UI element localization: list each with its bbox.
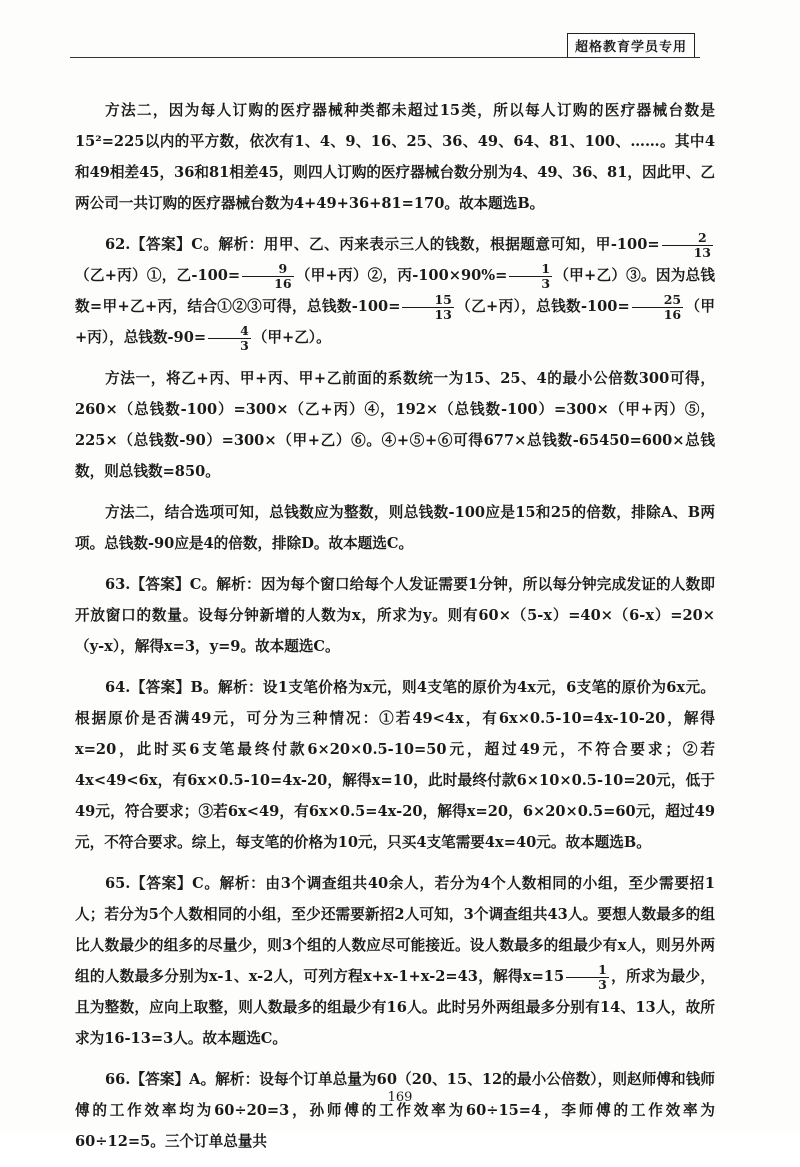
paragraph-q64: 64.【答案】B。解析：设1支笔价格为x元，则4支笔的原价为4x元，6支笔的原价为6x元。根据原价是否满49元，可分为三种情况：①若49<4x，有6x×0.5-10=4x-10-20，解得x=20，此时买6支笔最终付款6×20×0.5-10=50元，超过49元，不符合要求；②若4x<49<6x，有6x×0.5-10=4x-20，解得x=10，此时最终付款6×10×0.5-10=20元，低于49元，符合要求；③若6x<49，有6x×0.5=4x-20，解得x=20，6×20×0.5=60元，超过49元，不符合要求。综上，每支笔的价格为10元，只买4支笔需要4x=40元。故本题选B。 xyxy=(75,679,715,851)
paragraph-method2-q62: 方法二，结合选项可知，总钱数应为整数，则总钱数-100应是15和25的倍数，排除A、B两项。总钱数-90应是4的倍数，排除D。故本题选C。 xyxy=(75,504,715,552)
fraction-denominator: 3 xyxy=(541,275,551,291)
fraction-numerator: 25 xyxy=(632,293,683,307)
q62-text-b: （乙+丙）①，乙-100= xyxy=(75,267,241,284)
q62-text-g: （甲+乙）。 xyxy=(252,329,331,346)
q65-text-b: ，所求为最少，且为整数，应向上取整，则人数最多的组最少有16人。此时另外两组最多分别有14、13人，故所求为16-13=3人。故本题选C。 xyxy=(75,968,715,1047)
q65-text-a: 65.【答案】C。解析：由3个调查组共40余人，若分为4个人数相同的小组，至少需要招1人；若分为5个人数相同的小组，至少还需要新招2人可知，3个调查组共43人。要想人数最多的组比人数最少的组多的尽量少，则3个组的人数应尽可能接近。设人数最多的组最少有x人，则另外两组的人数最多分别为x-1、x-2人，可列方程x+x-1+x-2=43，解得x=15 xyxy=(75,875,715,985)
fraction-numerator: 2 xyxy=(662,231,713,245)
fraction-1-3 xyxy=(509,262,552,289)
fraction-numerator: 4 xyxy=(208,324,251,338)
paragraph-q63: 63.【答案】C。解析：因为每个窗口给每个人发证需要1分钟，所以每分钟完成发证的人数即开放窗口的数量。设每分钟新增的人数为x，所求为y。则有60×（5-x）=40×（6-x）=20×（y-x），解得x=3，y=9。故本题选C。 xyxy=(75,576,715,655)
fraction-4-3 xyxy=(208,324,251,351)
paragraph-method2-q61: 方法二，因为每人订购的医疗器械种类都未超过15类，所以每人订购的医疗器械台数是15²=225以内的平方数，依次有1、4、9、16、25、36、49、64、81、100、……。其中4和49相差45，36和81相差45，则四人订购的医疗器械台数分别为4、49、36、81，因此甲、乙两公司一共订购的医疗器械台数为4+49+36+81=170。故本题选B。 xyxy=(75,102,715,212)
fraction-denominator: 16 xyxy=(274,275,292,291)
fraction-numerator: 1 xyxy=(509,262,552,276)
paragraph-q66: 66.【答案】A。解析：设每个订单总量为60（20、15、12的最小公倍数），则赵师傅和钱师傅的工作效率均为60÷20=3，孙师傅的工作效率为60÷15=4，李师傅的工作效率为60÷12=5。三个订单总量共 xyxy=(75,1071,715,1150)
q62-text-a: 62.【答案】C。解析：用甲、乙、丙来表示三人的钱数，根据题意可知，甲-100= xyxy=(105,236,660,253)
fraction-denominator: 13 xyxy=(693,244,711,260)
q62-text-c: （甲+丙）②，丙-100×90%= xyxy=(295,267,508,284)
fraction-9-16 xyxy=(242,262,293,289)
paragraph-method1-q62: 方法一，将乙+丙、甲+丙、甲+乙前面的系数统一为15、25、4的最小公倍数300可得，260×（总钱数-100）=300×（乙+丙）④，192×（总钱数-100）=300×（甲+丙）⑤，225×（总钱数-90）=300×（甲+乙）⑥。④+⑤+⑥可得677×总钱数-65450=600×总钱数，则总钱数=850。 xyxy=(75,370,715,480)
q62-text-f: （甲+丙），总钱数-90= xyxy=(75,298,715,346)
fraction-numerator: 1 xyxy=(566,963,609,977)
fraction-denominator: 3 xyxy=(240,337,249,353)
fraction-denominator: 13 xyxy=(434,306,452,322)
fraction-25-16 xyxy=(632,293,683,320)
header-rule xyxy=(70,57,700,58)
page-body xyxy=(75,95,715,1167)
q62-text-e: （乙+丙），总钱数-100= xyxy=(455,298,630,315)
fraction-15-13 xyxy=(402,293,453,320)
page-number: 169 xyxy=(387,1090,413,1105)
paragraph-q62 xyxy=(75,229,715,353)
fraction-numerator: 15 xyxy=(402,293,453,307)
fraction-denominator: 3 xyxy=(598,976,607,992)
q62-text-d: （甲+乙）③。因为总钱数=甲+乙+丙，结合①②③可得，总钱数-100= xyxy=(75,267,715,315)
fraction-1-3-mixed xyxy=(566,963,609,990)
fraction-denominator: 16 xyxy=(663,306,682,322)
paragraph-q65 xyxy=(75,868,715,1054)
fraction-2-13 xyxy=(662,231,713,258)
fraction-numerator: 9 xyxy=(242,262,293,276)
header-brand: 超格教育学员专用 xyxy=(567,33,695,58)
